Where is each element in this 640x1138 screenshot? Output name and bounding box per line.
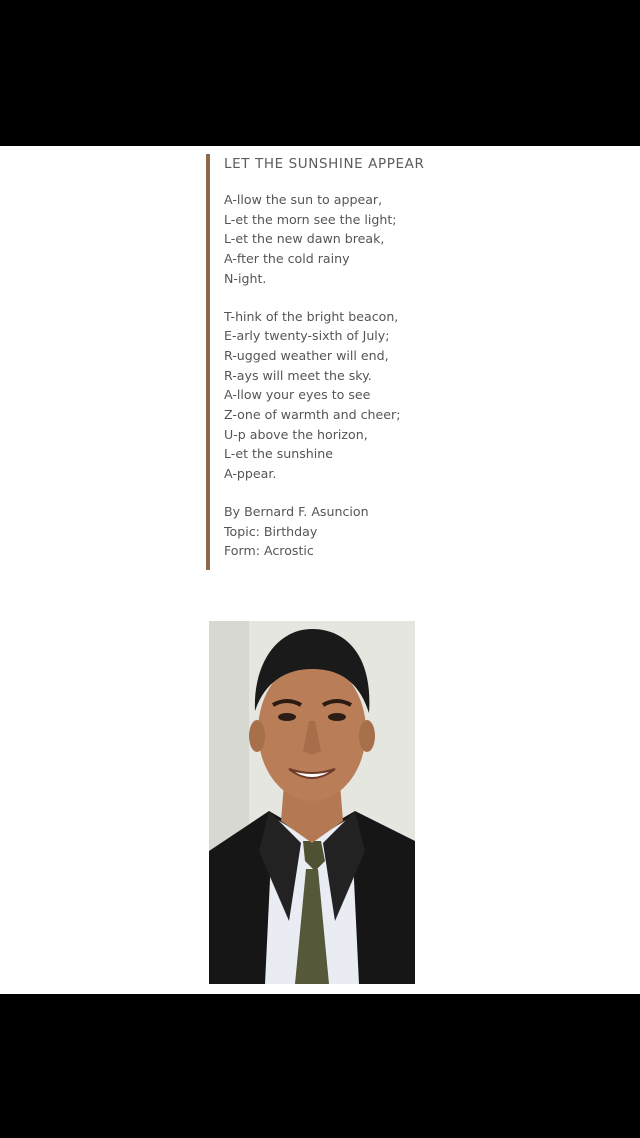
stanza-2 <box>224 307 446 484</box>
bottom-black-bar <box>0 994 640 1138</box>
stanza-1 <box>224 190 446 289</box>
poem-line: R-ugged weather will end, <box>224 347 389 363</box>
portrait-photo <box>209 621 415 984</box>
poem-line: L-et the new dawn break, <box>224 231 385 247</box>
portrait-illustration <box>209 621 415 984</box>
poem-line: Z-one of warmth and cheer; <box>224 407 401 423</box>
topic-line: Topic: Birthday <box>224 523 318 539</box>
poem-line: A-fter the cold rainy <box>224 251 350 267</box>
poem-line: A-llow your eyes to see <box>224 387 371 403</box>
poem-panel <box>206 154 446 570</box>
poem-line: A-llow the sun to appear, <box>224 192 383 207</box>
poem-title: LET THE SUNSHINE APPEAR <box>224 156 425 172</box>
poem-line: U-p above the horizon, <box>224 426 368 442</box>
poem-line: L-et the sunshine <box>224 446 333 462</box>
content-area <box>0 146 640 994</box>
poem-line: E-arly twenty-sixth of July; <box>224 328 390 344</box>
poem-line: L-et the morn see the light; <box>224 211 397 227</box>
poem-meta <box>224 502 446 561</box>
poem-line: A-ppear. <box>224 466 277 482</box>
form-line: Form: Acrostic <box>224 543 314 559</box>
author-line: By Bernard F. Asuncion <box>224 503 369 519</box>
poem-line: R-ays will meet the sky. <box>224 367 372 383</box>
poem-line: N-ight. <box>224 270 267 286</box>
top-black-bar <box>0 0 640 146</box>
poem-line: T-hink of the bright beacon, <box>224 308 399 324</box>
